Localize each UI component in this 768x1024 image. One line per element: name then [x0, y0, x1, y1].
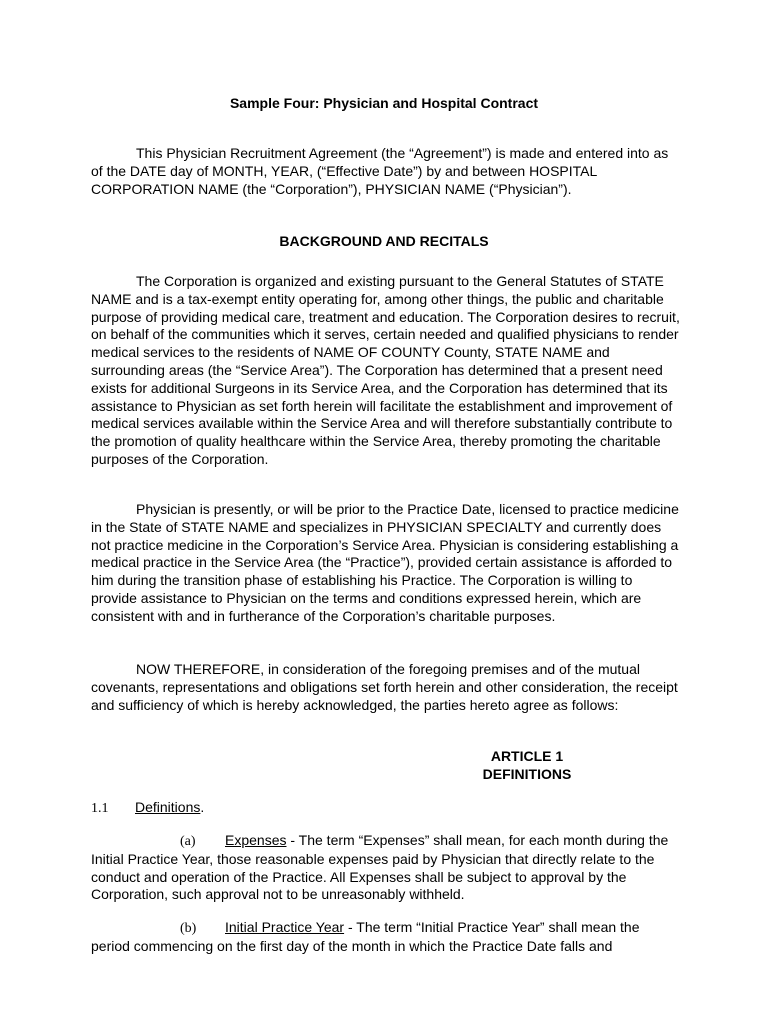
- definition-text: - The term “Expenses” shall mean, for each month during the Initial Practice Year, those reasonable expenses paid by Physician that directly relate to the conduct and operation of the Practice. All Expenses shall be subject to approval by the Corporation, such approval not to be unreasonably withheld.: [91, 832, 669, 903]
- definition-letter: (b): [180, 921, 197, 936]
- recital-paragraph-1: The Corporation is organized and existing pursuant to the General Statutes of STATE NAME and is a tax-exempt entity operating for, among other things, the public and charitable purpose of providing medical care, treatment and education. The Corporation desires to recruit, on behalf of the communities which it serves, certain needed and qualified physicians to render medical services to the residents of NAME OF COUNTY County, STATE NAME and surrounding areas (the “Service Area”). The Corporation has determined that a present need exists for additional Surgeons in its Service Area, and the Corporation has determined that its assistance to Physician as set forth herein will facilitate the establishment and improvement of medical services available within the Service Area and will therefore substantially contribute to the promotion of quality healthcare within the Service Area, thereby promoting the charitable purposes of the Corporation.: [91, 273, 680, 467]
- background-heading: BACKGROUND AND RECITALS: [279, 233, 489, 249]
- document-title: Sample Four: Physician and Hospital Contract: [229, 95, 539, 111]
- article-number: ARTICLE 1: [490, 748, 564, 764]
- definition-term: Expenses: [225, 832, 287, 848]
- section-number: 1.1: [91, 801, 109, 816]
- definition-expenses: [91, 832, 681, 904]
- recital-paragraph-2: Physician is presently, or will be prior to the Practice Date, licensed to practice medicine in the State of STATE NAME and specializes in PHYSICIAN SPECIALTY and currently does not practice medicine in the Corporation’s Service Area. Physician is considering establishing a medical practice in the Service Area (the “Practice”), provided certain assistance is afforded to him during the transition phase of establishing his Practice. The Corporation is willing to provide assistance to Physician on the terms and conditions expressed herein, which are consistent with and in furtherance of the Corporation’s charitable purposes.: [91, 501, 679, 624]
- intro-paragraph: This Physician Recruitment Agreement (the “Agreement”) is made and entered into as of the DATE day of MONTH, YEAR, (“Effective Date”) by and between HOSPITAL CORPORATION NAME (the “Corporation”), PHYSICIAN NAME (“Physician”).: [91, 145, 669, 197]
- now-therefore-paragraph: NOW THEREFORE, in consideration of the foregoing premises and of the mutual covenants, representations and obligations set forth herein and other consideration, the receipt and sufficiency of which is hereby acknowledged, the parties hereto agree as follows:: [91, 661, 678, 713]
- section-period: .: [200, 799, 205, 815]
- section-heading: [91, 798, 204, 818]
- article-title: DEFINITIONS: [482, 766, 572, 782]
- definition-term: Initial Practice Year: [225, 919, 345, 935]
- definition-text: - The term “Initial Practice Year” shall mean the period commencing on the first day of the month in which the Practice Date falls and: [91, 919, 640, 954]
- section-title: Definitions: [135, 799, 201, 815]
- definition-letter: (a): [180, 834, 196, 849]
- definition-initial-practice-year: [91, 919, 681, 956]
